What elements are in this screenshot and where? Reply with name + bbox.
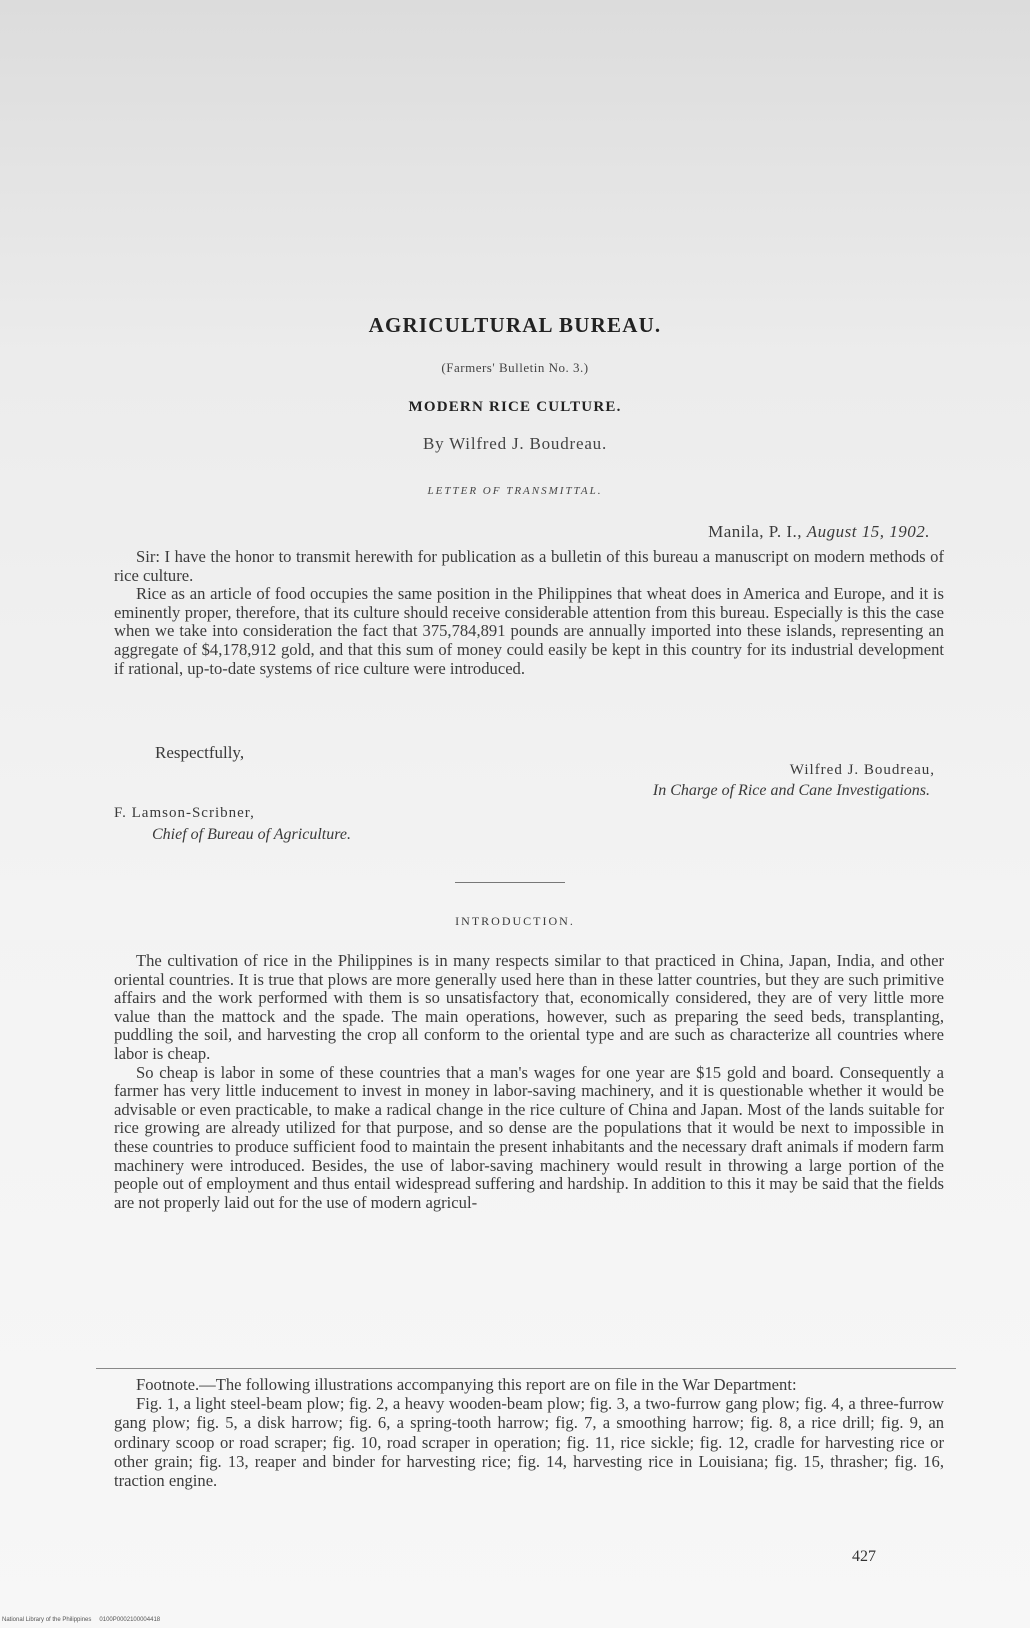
letter-paragraph: Rice as an article of food occupies the same position in the Philippines that wheat does in America and Europe, and it is eminently proper, therefore, that its culture should receive considerable attention from this bureau. Especially is this the case when we take into consideration the fact that 375,784,891 pounds are annually imported into these islands, representing an aggregate of $4,178,912 gold, and that this sum of money could easily be kept in this country for its industrial development if rational, up-to-date systems of rice culture were introduced. — [114, 584, 944, 678]
library-code: 0100P0002100004418 — [99, 1617, 161, 1623]
bureau-heading: AGRICULTURAL BUREAU. — [368, 313, 662, 337]
introduction-paragraph: So cheap is labor in some of these countries that a man's wages for one year are $15 gold and board. Consequently a farmer has very little inducement to invest in money in labor-saving machinery, and it is questionable whether it would be advisable or even practicable, to make a radical change in the rice culture of China and Japan. Most of the lands suitable for rice growing are already utilized for that purpose, and so dense are the populations that it would be next to impossible in these countries to produce sufficient food to maintain the present inhabitants and the necessary draft animals if modern farm machinery were introduced. Besides, the use of labor-saving machinery would result in throwing a large portion of the people out of employment and thus entail widespread suffering and hardship. In addition to this it may be said that the fields are not properly laid out for the use of modern agricul- — [114, 1062, 944, 1212]
dateline-place: Manila, P. I., — [708, 522, 807, 541]
footnote-figures: Fig. 1, a light steel-beam plow; fig. 2, a heavy wooden-beam plow; fig. 3, a two-furrow gang plow; fig. 4, a three-furrow gang plow; fig. 5, a disk harrow; fig. 6, a spring-tooth harrow; fig. 7, a smoothing harrow; fig. 8, a rice drill; fig. 9, an ordinary scoop or road scraper; fig. 10, road scraper in operation; fig. 11, rice sickle; fig. 12, cradle for harvesting rice or other grain; fig. 13, reaper and binder for harvesting rice; fig. 14, harvesting rice in Louisiana; fig. 15, thrasher; fig. 16, traction engine. — [114, 1394, 944, 1491]
page-number: 427 — [852, 1548, 876, 1565]
library-name: National Library of the Philippines — [2, 1617, 92, 1623]
footnote — [114, 1375, 944, 1490]
article-title: MODERN RICE CULTURE. — [408, 399, 622, 415]
letter-label: LETTER OF TRANSMITTAL. — [427, 485, 603, 497]
introduction-heading: INTRODUCTION. — [455, 914, 575, 928]
introduction-paragraph: The cultivation of rice in the Philippines is in many respects similar to that practiced in China, Japan, India, and other oriental countries. It is true that plows are more generally used here than in these latter countries, but they are such primitive affairs and the work performed with them is so unsatisfactory that, economically considered, they are of very little more value than the mattock and the spade. The main operations, however, such as preparing the seed beds, transplanting, puddling the soil, and harvesting the crop all conform to the oriental type and are such as characterize all countries where labor is cheap. — [114, 951, 944, 1063]
section-divider — [455, 882, 565, 883]
introduction-body — [114, 952, 944, 1212]
signature-name: Wilfred J. Boudreau, — [789, 762, 935, 778]
bulletin-label: (Farmers' Bulletin No. 3.) — [441, 360, 589, 375]
letter-body — [114, 548, 944, 678]
byline: By Wilfred J. Boudreau. — [422, 434, 608, 453]
dateline-date: August 15, 1902. — [806, 522, 930, 541]
letter-paragraph: Sir: I have the honor to transmit herewith for publication as a bulletin of this bureau a manuscript on modern methods of rice culture. — [114, 547, 944, 585]
library-stamp — [2, 1617, 168, 1623]
footnote-divider — [96, 1368, 956, 1369]
closing: Respectfully, — [155, 743, 245, 762]
footnote-intro: Footnote.—The following illustrations accompanying this report are on file in the War Department: — [136, 1375, 797, 1394]
recipient-title: Chief of Bureau of Agriculture. — [152, 826, 351, 843]
signature-title: In Charge of Rice and Cane Investigations. — [652, 782, 930, 799]
dateline — [570, 522, 930, 542]
recipient-name: F. Lamson-Scribner, — [114, 805, 255, 821]
